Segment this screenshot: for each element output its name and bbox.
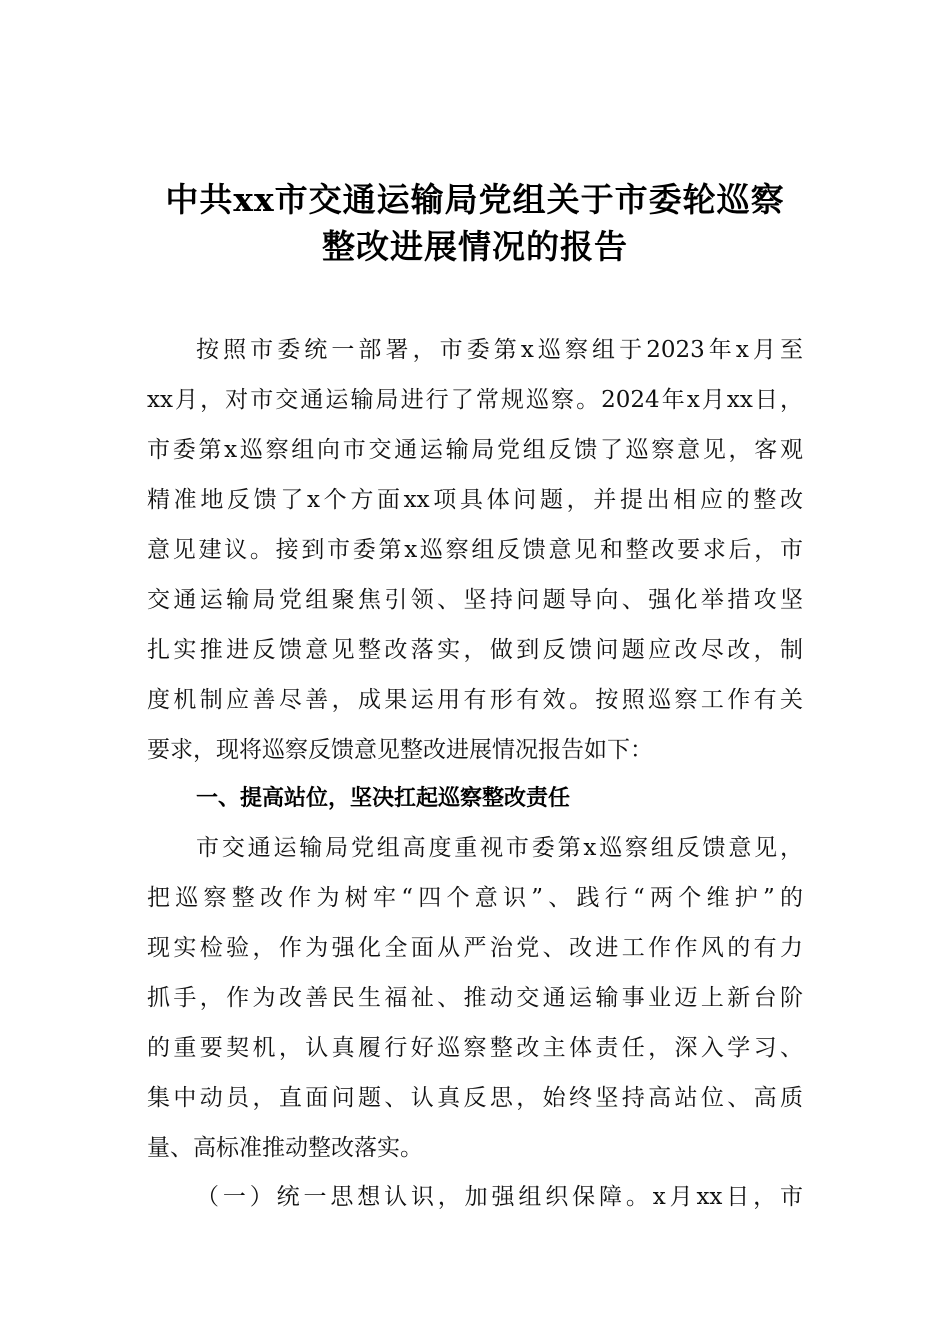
paragraph-2-line-2: 把巡察整改作为树牢“四个意识”、践行“两个维护”的 [147, 885, 803, 911]
paragraph-2-line-3: 现实检验，作为强化全面从严治党、改进工作作风的有力 [147, 935, 803, 961]
paragraph-1-line-8: 度机制应善尽善，成果运用有形有效。按照巡察工作有关 [147, 687, 803, 713]
paragraph-3-line-1: （一）统一思想认识，加强组织保障。x月xx日，市 [196, 1184, 803, 1210]
paragraph-2-line-7: 量、高标准推动整改落实。 [147, 1135, 423, 1161]
paragraph-1-line-2: xx月，对市交通运输局进行了常规巡察。2024年x月xx日， [147, 387, 803, 413]
paragraph-2-line-1: 市交通运输局党组高度重视市委第x巡察组反馈意见， [196, 835, 803, 861]
paragraph-1-line-1: 按照市委统一部署，市委第x巡察组于2023年x月至 [196, 337, 803, 363]
document-title-line-1: 中共xx市交通运输局党组关于市委轮巡察 [165, 180, 785, 219]
paragraph-1-line-9: 要求，现将巡察反馈意见整改进展情况报告如下： [147, 737, 653, 763]
document-title-line-2: 整改进展情况的报告 [322, 227, 628, 266]
paragraph-1-line-5: 意见建议。接到市委第x巡察组反馈意见和整改要求后，市 [147, 537, 803, 563]
paragraph-1-line-4: 精准地反馈了x个方面xx项具体问题，并提出相应的整改 [147, 487, 803, 513]
paragraph-2-line-6: 集中动员，直面问题、认真反思，始终坚持高站位、高质 [147, 1085, 803, 1111]
paragraph-1-line-3: 市委第x巡察组向市交通运输局党组反馈了巡察意见，客观 [147, 437, 803, 463]
paragraph-1-line-7: 扎实推进反馈意见整改落实，做到反馈问题应改尽改，制 [147, 637, 803, 663]
paragraph-2-line-5: 的重要契机，认真履行好巡察整改主体责任，深入学习、 [147, 1035, 803, 1061]
paragraph-2-line-4: 抓手，作为改善民生福祉、推动交通运输事业迈上新台阶 [147, 985, 803, 1011]
section-1-heading: 一、提高站位，坚决扛起巡察整改责任 [196, 786, 571, 811]
paragraph-1-line-6: 交通运输局党组聚焦引领、坚持问题导向、强化举措攻坚 [147, 587, 803, 613]
